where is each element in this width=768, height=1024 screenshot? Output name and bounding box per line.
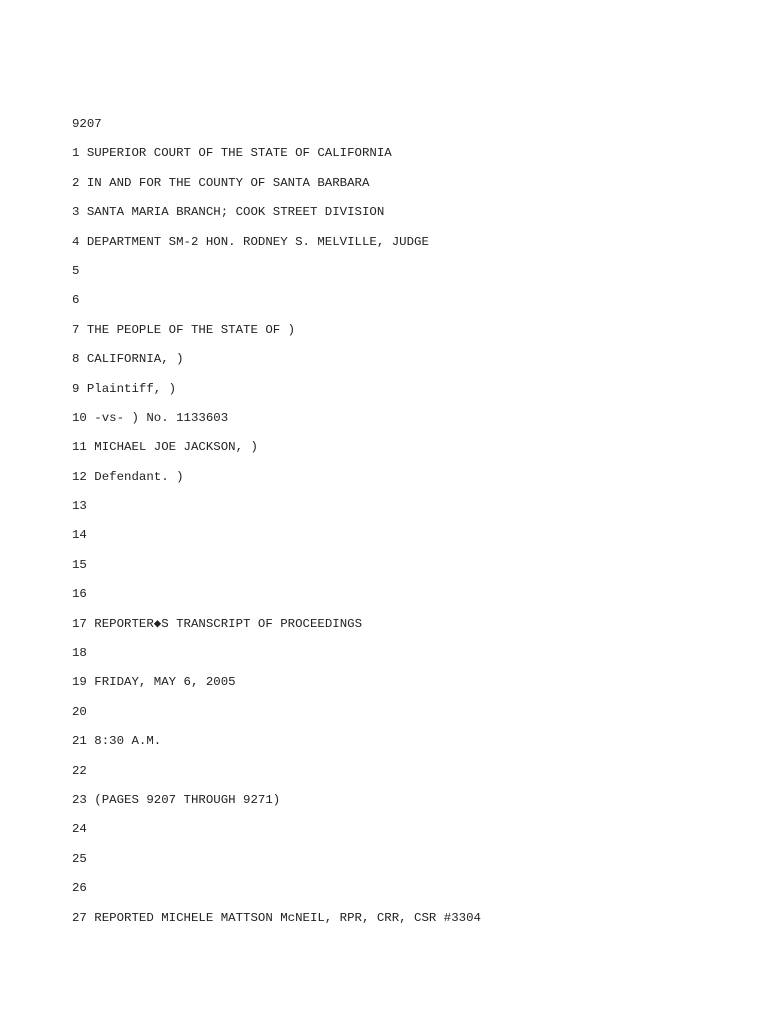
transcript-line-13: 13 — [72, 499, 87, 514]
transcript-line-16: 16 — [72, 587, 87, 602]
transcript-line-25: 25 — [72, 851, 87, 866]
transcript-line-4: 4 DEPARTMENT SM-2 HON. RODNEY S. MELVILLE, JUDGE — [72, 234, 429, 249]
transcript-line-15: 15 — [72, 557, 87, 572]
transcript-line-19: 19 FRIDAY, MAY 6, 2005 — [72, 675, 236, 690]
transcript-line-11: 11 MICHAEL JOE JACKSON, ) — [72, 440, 258, 455]
transcript-page — [72, 114, 752, 937]
transcript-line-2: 2 IN AND FOR THE COUNTY OF SANTA BARBARA — [72, 175, 370, 190]
transcript-line-22: 22 — [72, 763, 87, 778]
transcript-line-9: 9 Plaintiff, ) — [72, 381, 177, 396]
transcript-line-14: 14 — [72, 528, 87, 543]
transcript-line-18: 18 — [72, 646, 87, 661]
transcript-line-10: 10 -vs- ) No. 1133603 — [72, 410, 229, 425]
transcript-line-5: 5 — [72, 263, 80, 278]
transcript-line-3: 3 SANTA MARIA BRANCH; COOK STREET DIVISION — [72, 205, 385, 220]
transcript-line-17: 17 REPORTER◆S TRANSCRIPT OF PROCEEDINGS — [72, 616, 363, 631]
transcript-line-20: 20 — [72, 704, 87, 719]
transcript-line-23: 23 (PAGES 9207 THROUGH 9271) — [72, 792, 281, 807]
transcript-line-1: 1 SUPERIOR COURT OF THE STATE OF CALIFORNIA — [72, 146, 392, 161]
transcript-line-27: 27 REPORTED MICHELE MATTSON McNEIL, RPR, CRR, CSR #3304 — [72, 910, 481, 925]
page-number: 9207 — [72, 117, 102, 131]
transcript-line-6: 6 — [72, 293, 80, 308]
transcript-line-7: 7 THE PEOPLE OF THE STATE OF ) — [72, 322, 296, 337]
transcript-line-12: 12 Defendant. ) — [72, 469, 184, 484]
transcript-line-8: 8 CALIFORNIA, ) — [72, 352, 184, 367]
transcript-line-21: 21 8:30 A.M. — [72, 734, 162, 749]
transcript-line-26: 26 — [72, 881, 87, 896]
transcript-line-24: 24 — [72, 822, 87, 837]
